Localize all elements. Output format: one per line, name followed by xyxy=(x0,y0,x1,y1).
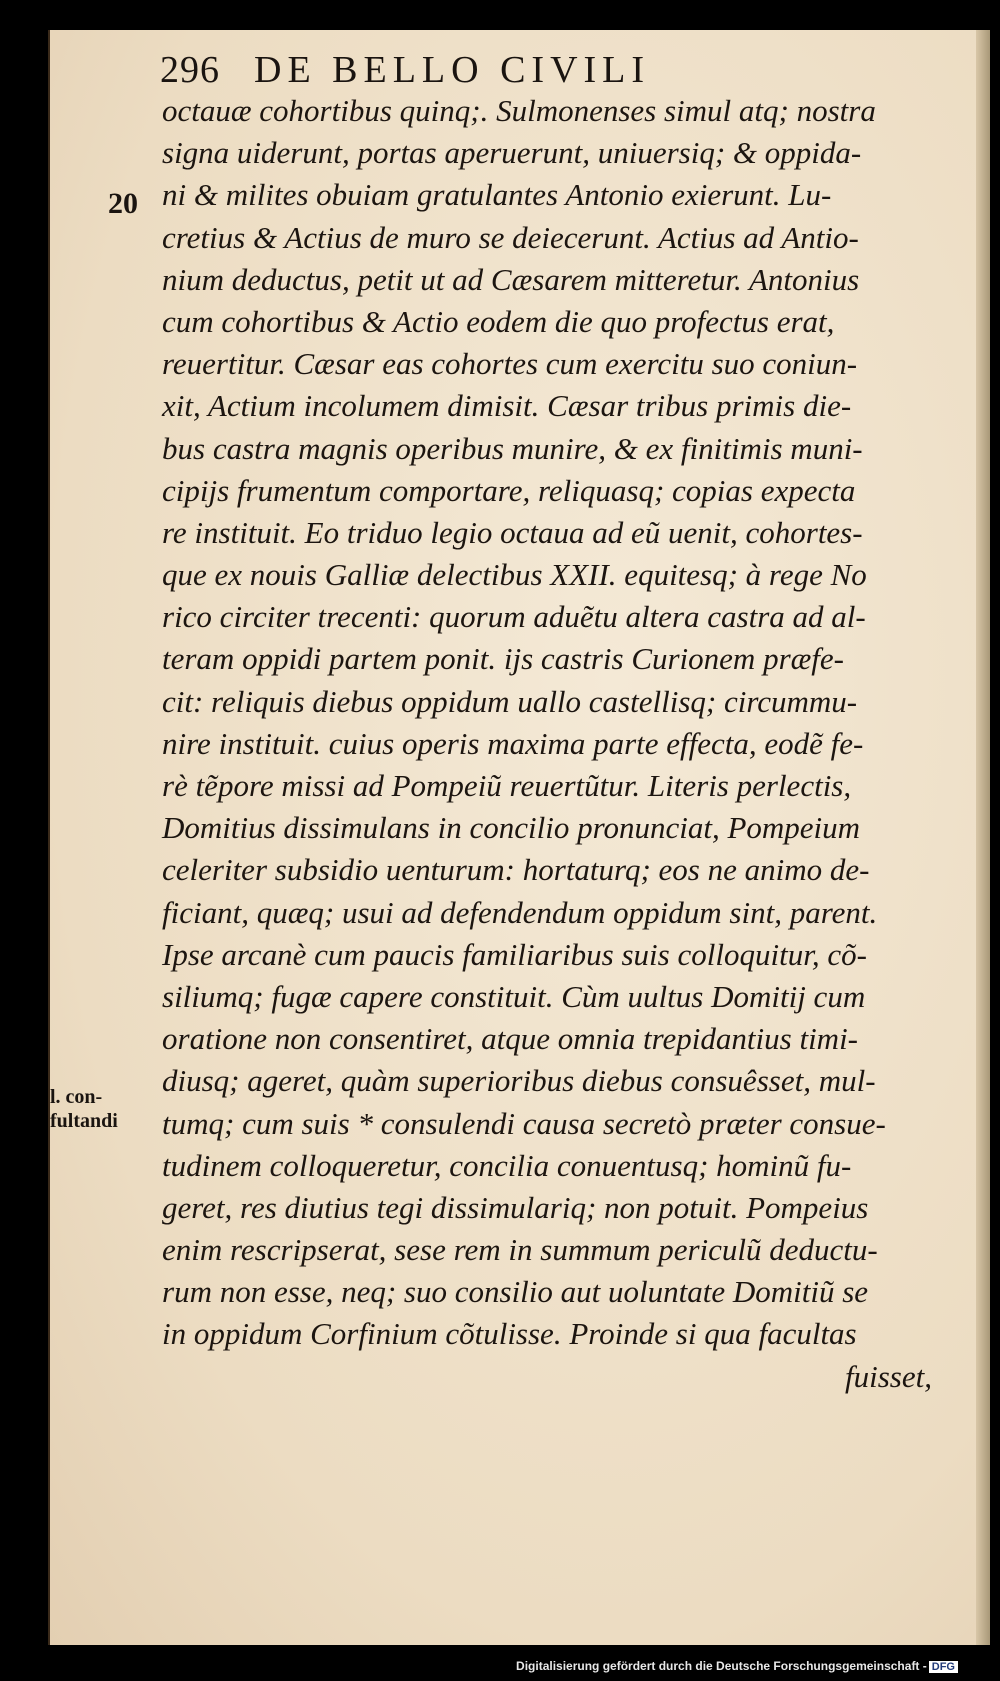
text-line: octauæ cohortibus quinq;. Sulmonenses simul atq; nostra xyxy=(162,93,876,128)
text-line: celeriter subsidio uenturum: hortaturq; eos ne animo de- xyxy=(162,852,870,888)
text-line: signa uiderunt, portas aperuerunt, uniuersiq; & oppida- xyxy=(162,135,862,171)
text-line: ficiant, quæq; usui ad defendendum oppidum sint, parent. xyxy=(162,894,878,930)
page-gutter xyxy=(976,30,990,1645)
text-line: cum cohortibus & Actio eodem die quo profectus erat, xyxy=(162,303,835,339)
text-line: cipijs frumentum comportare, reliquasq; copias expecta xyxy=(162,472,856,508)
text-line: geret, res diutius tegi dissimulariq; non potuit. Pompeius xyxy=(162,1189,869,1225)
catchword: fuisset, xyxy=(845,1358,932,1394)
margin-note-line: l. con- xyxy=(50,1086,103,1108)
text-line: re instituit. Eo triduo legio octaua ad eũ uenit, cohortes- xyxy=(162,514,863,550)
text-line: ni & milites obuiam gratulantes Antonio exierunt. Lu- xyxy=(162,177,832,213)
text-line: in oppidum Corfinium cõtulisse. Proinde si qua facultas xyxy=(162,1316,857,1352)
text-line: rum non esse, neq; suo consilio aut uoluntate Domitiũ se xyxy=(162,1274,869,1310)
text-line: nire instituit. cuius operis maxima parte effecta, eodẽ fe- xyxy=(162,725,864,761)
text-line: que ex nouis Galliæ delectibus XXII. equitesq; à rege No xyxy=(162,557,867,593)
text-line: rico circiter trecenti: quorum aduẽtu altera castra ad al- xyxy=(162,599,866,635)
running-header xyxy=(160,48,650,92)
running-title: DE BELLO CIVILI xyxy=(254,49,651,91)
text-line: diusq; ageret, quàm superioribus diebus consuêsset, mul- xyxy=(162,1063,876,1099)
text-line: cit: reliquis diebus oppidum uallo castellisq; circummu- xyxy=(162,683,858,719)
digitization-footer xyxy=(516,1659,958,1673)
book-page xyxy=(48,30,990,1645)
footer-text: Digitalisierung gefördert durch die Deutsche Forschungsgemeinschaft - xyxy=(516,1659,927,1673)
margin-note xyxy=(50,1085,118,1133)
body-text xyxy=(162,90,932,1398)
text-line: xit, Actium incolumem dimisit. Cæsar tribus primis die- xyxy=(162,388,852,424)
margin-note-line: fultandi xyxy=(50,1110,118,1132)
text-line: oratione non consentiret, atque omnia trepidantius timi- xyxy=(162,1021,859,1057)
text-line: siliumq; fugæ capere constituit. Cùm uultus Domitij cum xyxy=(162,978,866,1014)
text-line: tumq; cum suis * consulendi causa secretò præter consue- xyxy=(162,1105,886,1141)
text-line: Domitius dissimulans in concilio pronunciat, Pompeium xyxy=(162,810,861,846)
page-number: 296 xyxy=(160,49,220,91)
text-line: enim rescripserat, sese rem in summum periculũ deductu- xyxy=(162,1232,878,1268)
margin-line-number: 20 xyxy=(108,187,138,220)
dfg-logo: DFG xyxy=(929,1661,958,1673)
text-line: reuertitur. Cæsar eas cohortes cum exercitu suo coniun- xyxy=(162,346,858,382)
text-line: tudinem colloqueretur, concilia conuentusq; hominũ fu- xyxy=(162,1147,852,1183)
text-line: nium deductus, petit ut ad Cæsarem mitteretur. Antonius xyxy=(162,261,860,297)
text-line: rè tẽpore missi ad Pompeiũ reuertũtur. Literis perlectis, xyxy=(162,768,852,803)
text-line: Ipse arcanè cum paucis familiaribus suis colloquitur, cõ- xyxy=(162,936,867,972)
text-line: cretius & Actius de muro se deiecerunt. Actius ad Antio- xyxy=(162,219,859,255)
text-line: bus castra magnis operibus munire, & ex finitimis muni- xyxy=(162,430,863,466)
text-line: teram oppidi partem ponit. ijs castris Curionem præfe- xyxy=(162,641,844,677)
